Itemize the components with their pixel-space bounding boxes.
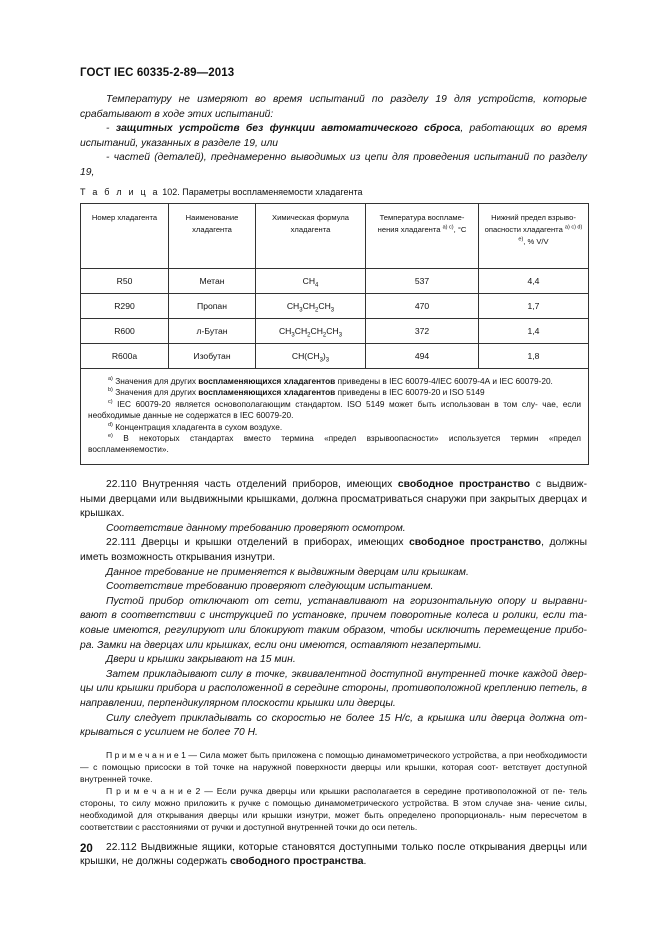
cell-temperature: 372 [366,319,479,344]
exception-paragraph: Данное требование не применяется к выдвижным дверцам или крышкам. [106,566,469,578]
cell-limit: 1,8 [479,344,589,369]
note-1: П р и м е ч а н и е 1 — Сила может быть приложена с помощью динамометрического устройства, а при необходимости — с помощью присоски в той точке на наружной поверхности дверцы или крышки, которая соот- ветствует доступной внутренней точке. [80,749,587,784]
cell-formula: $CH_4$ [256,269,366,294]
cell-temperature: 470 [366,294,479,319]
standard-title: ГОСТ IEC 60335-2-89—2013 [80,67,235,79]
table-row [81,269,589,294]
cell-number: R290 [81,294,169,319]
table-row [81,294,589,319]
intro-section [80,93,587,181]
cell-limit: 4,4 [479,269,589,294]
header-lower-limit: Нижний предел взрыво- опасности хладагента $^{а) с) d)}$ $^{е)}$, % V/V [479,204,589,269]
intro-paragraph: Температуру не измеряют во время испытаний по разделу 19 для устройств, которые срабатывают в ходе этих испытаний: [80,94,587,120]
cell-number: R600a [81,344,169,369]
table-row [81,344,589,369]
table-note-c: $^{с)}$ IEC 60079-20 является основополагающим стандартом. ISO 5149 может быть использован в том слу- чае, если необходимые данные не содержатся в IEC 60079-20. [88,398,581,421]
cell-name: Пропан [169,294,256,319]
table-note-d: $^{d)}$ Концентрация хладагента в сухом воздухе. [108,421,283,432]
clause-22-112: 22.112 Выдвижные ящики, которые становятся доступными только после открывания дверцы или крышки, не должны содержать свободного пространства. [80,841,587,868]
cell-name: Изобутан [169,344,256,369]
compliance-check: Соответствие данному требованию проверяют осмотром. [106,522,406,534]
intro-list-item-2: - частей (деталей), преднамеренно выводимых из цепи для проведения испытаний по разделу 19, [80,152,587,178]
cell-formula: $CH_3CH_2CH_3$ [256,294,366,319]
clause-22-111: 22.111 Дверцы и крышки отделений в приборах, имеющих свободное пространство, должны иметь возможность открывания изнутри. [80,537,587,563]
cell-limit: 1,4 [479,319,589,344]
cell-temperature: 494 [366,344,479,369]
defined-term: защитных устройств без функции автоматического сброса [115,123,461,135]
cell-name: Метан [169,269,256,294]
cell-number: R50 [81,269,169,294]
table-notes-row [81,369,589,465]
refrigerant-table [80,203,589,465]
table-row [81,319,589,344]
header-number: Номер хладагента [81,204,169,269]
header-name: Наименование хладагента [169,204,256,269]
test-paragraph: Пустой прибор отключают от сети, устанавливают на горизонтальную опору и выравни- вают в соответствии с инструкцией по установке, причем поворотные колеса и ролики, если та- ковые имеются, регулируют или блокируют таким образом, чтобы исключить перемещение прибо- ра. Замки на дверцах или крышках, если они имеются, оставляют незапертыми. [80,595,587,651]
clause-22-110: 22.110 Внутренняя часть отделений приборов, имеющих свободное пространство с выдвиж- ными дверцами или выдвижными крышками, должна просматриваться снаружи при закрытых дверцах и крышках. [80,479,588,520]
cell-name: л-Бутан [169,319,256,344]
table-notes [81,369,589,465]
table-header-row [81,204,589,269]
page-number: 20 [80,843,93,855]
intro-list-item-1: - защитных устройств без функции автоматического сброса, работающих во время испытаний, указанных в разделе 19, или [80,123,587,149]
header-ignition-temp: Температура воспламе- нения хладагента $^{а) с)}$, °С [366,204,479,269]
cell-formula: $CH(CH_3)_3$ [256,344,366,369]
table-note-b: $^{b)}$ Значения для других воспламеняющихся хладагентов приведены в IEC 60079-20 и ISO 5149 [108,387,485,398]
test-paragraph: Двери и крышки закрывают на 15 мин. [106,654,296,666]
cell-temperature: 537 [366,269,479,294]
table-note-a: $^{а)}$ Значения для других воспламеняющихся хладагентов приведены в IEC 60079-4/IEC 60079-4А и IEC 60079-20. [108,376,553,386]
table-caption: Т а б л и ц а 102. Параметры воспламеняемости хладагента [80,187,363,197]
note-2: П р и м е ч а н и е 2 — Если ручка дверцы или крышки располагается в середине противоположной от пе- тель стороны, то силу можно приложить к ручке с помощью динамометрического устройства. В этом случае зна- чение силы, необходимой для открывания дверцы или крышки изнутри, может быть определено пропорциональ- ным пересчетом в соответствии с расстояниями от ручки и доступной внутренней точки до оси петель. [80,785,587,832]
header-formula: Химическая формула хладагента [256,204,366,269]
cell-number: R600 [81,319,169,344]
cell-formula: $CH_3CH_2CH_2CH_3$ [256,319,366,344]
test-paragraph: Силу следует прикладывать со скоростью не более 15 Н/с, а крышка или дверца должна от- крываться с усилием не более 70 Н. [80,712,587,739]
test-paragraph: Затем прикладывают силу в точке, эквивалентной доступной внутренней точке каждой двер- цы или крышки прибора и расположенной в середине стороны, противоположной креплению петель, в направлении, перпендикулярном плоскости крышки или дверцы. [80,668,587,709]
body-section [80,478,587,870]
compliance-check: Соответствие требованию проверяют следующим испытанием. [106,581,434,593]
cell-limit: 1,7 [479,294,589,319]
table-note-e: $^{е)}$ В некоторых стандартах вместо термина «предел взрывоопасности» используется термин «предел воспламеняемости». [88,433,581,455]
